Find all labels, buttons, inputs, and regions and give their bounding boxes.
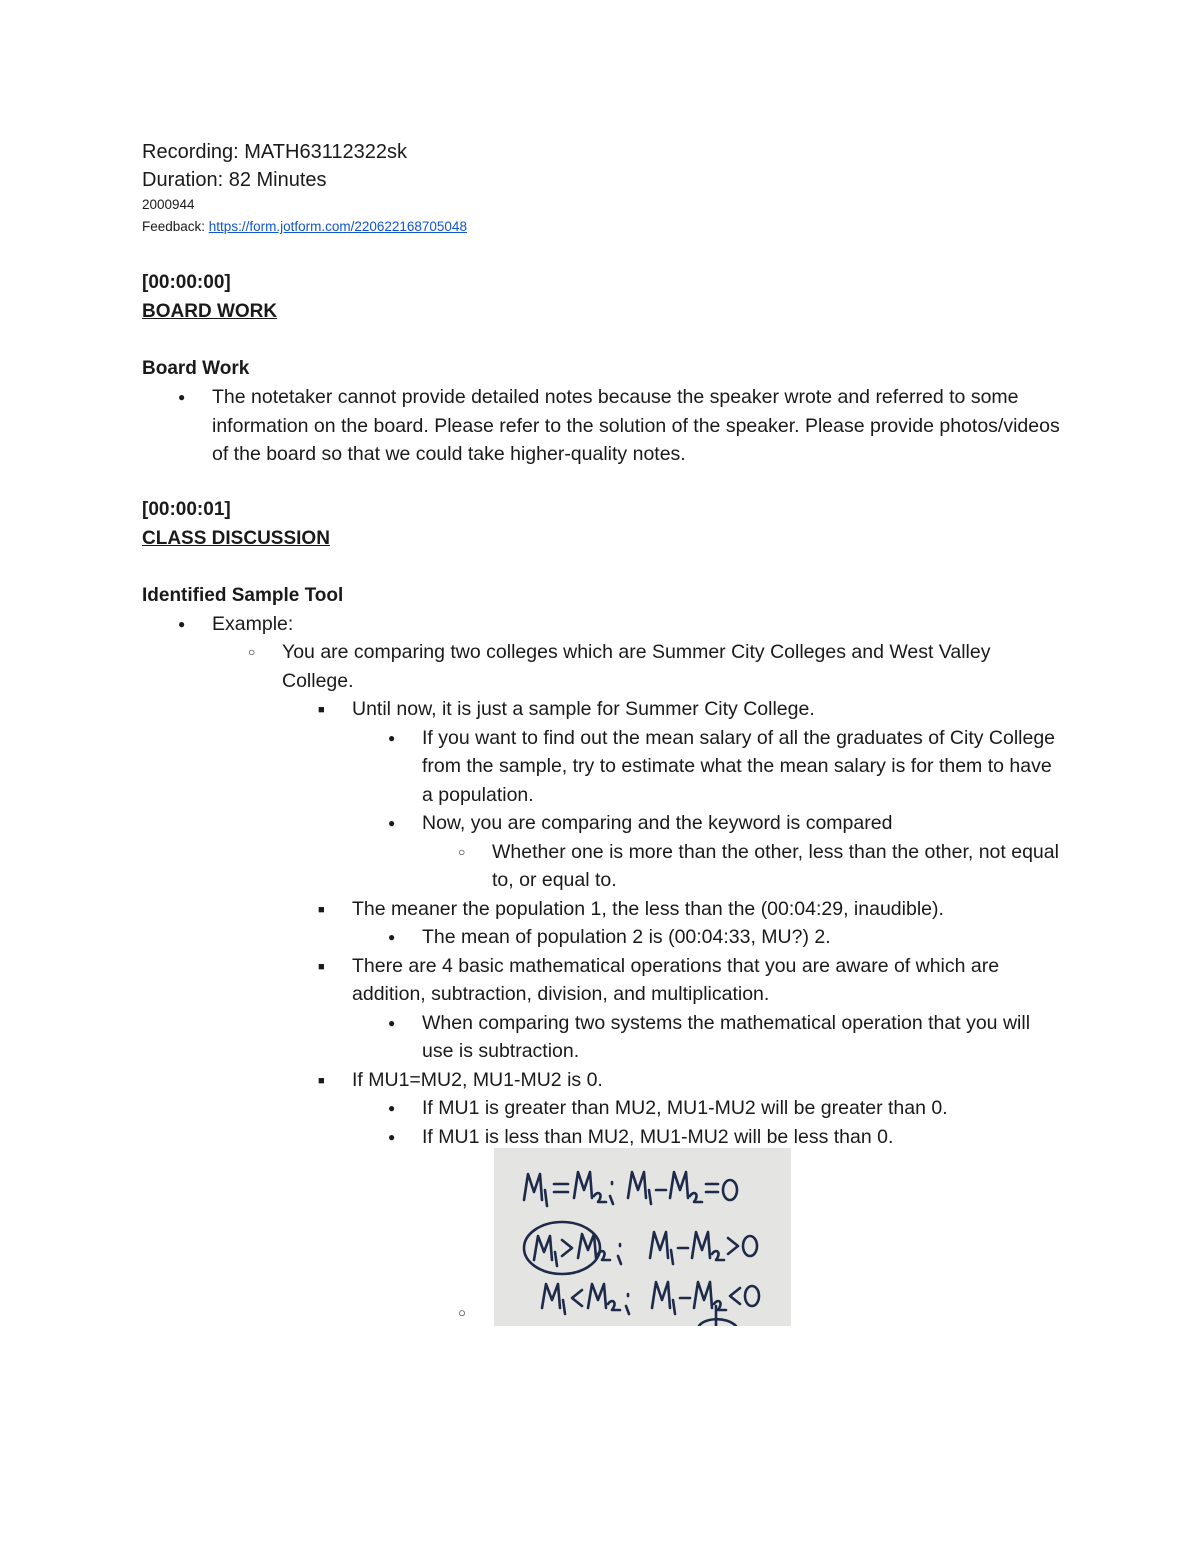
list-item: ■ Until now, it is just a sample for Summer City College. [142, 695, 1062, 724]
feedback-link[interactable]: https://form.jotform.com/220622168705048 [208, 219, 467, 234]
list-item: ○ You are comparing two colleges which are Summer City Colleges and West Valley College. [142, 638, 1062, 695]
list-item: ■ If MU1=MU2, MU1-MU2 is 0. [142, 1066, 1062, 1095]
timestamp-2: [00:00:01] [142, 498, 231, 520]
square-bullet-icon [318, 695, 325, 725]
class-discussion-list [142, 610, 1062, 1152]
hollow-bullet-icon [458, 838, 465, 867]
bullet-icon [388, 1009, 395, 1038]
list-item: ● If you want to find out the mean salary of all the graduates of City College from the sample, try to estimate what the mean salary is for them to have a population. [142, 724, 1062, 810]
feedback-label: Feedback: [142, 219, 209, 234]
list-item: ● Example: [142, 610, 1062, 639]
list-item: ● The notetaker cannot provide detailed notes because the speaker wrote and referred to some information on the board. Please refer to the solution of the speaker. Please provide photos/videos of the board so that we could take higher-quality notes. [142, 383, 1062, 469]
list-item: ● The mean of population 2 is (00:04:33, MU?) 2. [142, 923, 1062, 952]
list-item: ● When comparing two systems the mathematical operation that you will use is subtraction. [142, 1009, 1062, 1066]
square-bullet-icon [318, 895, 325, 925]
subtitle-board-work: Board Work [142, 358, 250, 379]
section-title-class-discussion: CLASS DISCUSSION [142, 527, 330, 549]
bullet-icon [388, 1094, 395, 1123]
board-work-list [142, 383, 1062, 469]
recording-line: Recording: MATH63112322sk [142, 141, 407, 163]
bullet-icon [388, 923, 395, 952]
square-bullet-icon [318, 1066, 325, 1096]
section-title-board-work: BOARD WORK [142, 301, 278, 322]
square-bullet-icon [318, 952, 325, 982]
feedback-line [142, 216, 1062, 238]
hollow-bullet-icon: ○ [458, 1305, 466, 1320]
bullet-icon [388, 724, 395, 753]
id-line: 2000944 [142, 197, 195, 212]
subtitle-identified-sample-tool: Identified Sample Tool [142, 584, 344, 606]
bullet-icon [388, 1123, 395, 1152]
timestamp-1: [00:00:00] [142, 272, 231, 293]
bullet-icon [178, 383, 185, 412]
document-page [142, 138, 1062, 1151]
list-item: ● If MU1 is less than MU2, MU1-MU2 will be less than 0. [142, 1123, 1062, 1152]
list-item: ■ There are 4 basic mathematical operations that you are aware of which are addition, subtraction, division, and multiplication. [142, 952, 1062, 1009]
bullet-icon [178, 610, 185, 639]
list-item: ■ The meaner the population 1, the less than the (00:04:29, inaudible). [142, 895, 1062, 924]
list-item: ● Now, you are comparing and the keyword is compared [142, 809, 1062, 838]
duration-line: Duration: 82 Minutes [142, 169, 327, 191]
list-item: ● If MU1 is greater than MU2, MU1-MU2 will be greater than 0. [142, 1094, 1062, 1123]
board-photo [494, 1148, 791, 1326]
hollow-bullet-icon [248, 638, 255, 667]
bullet-icon [388, 809, 395, 838]
list-item: ○ Whether one is more than the other, less than the other, not equal to, or equal to. [142, 838, 1062, 895]
